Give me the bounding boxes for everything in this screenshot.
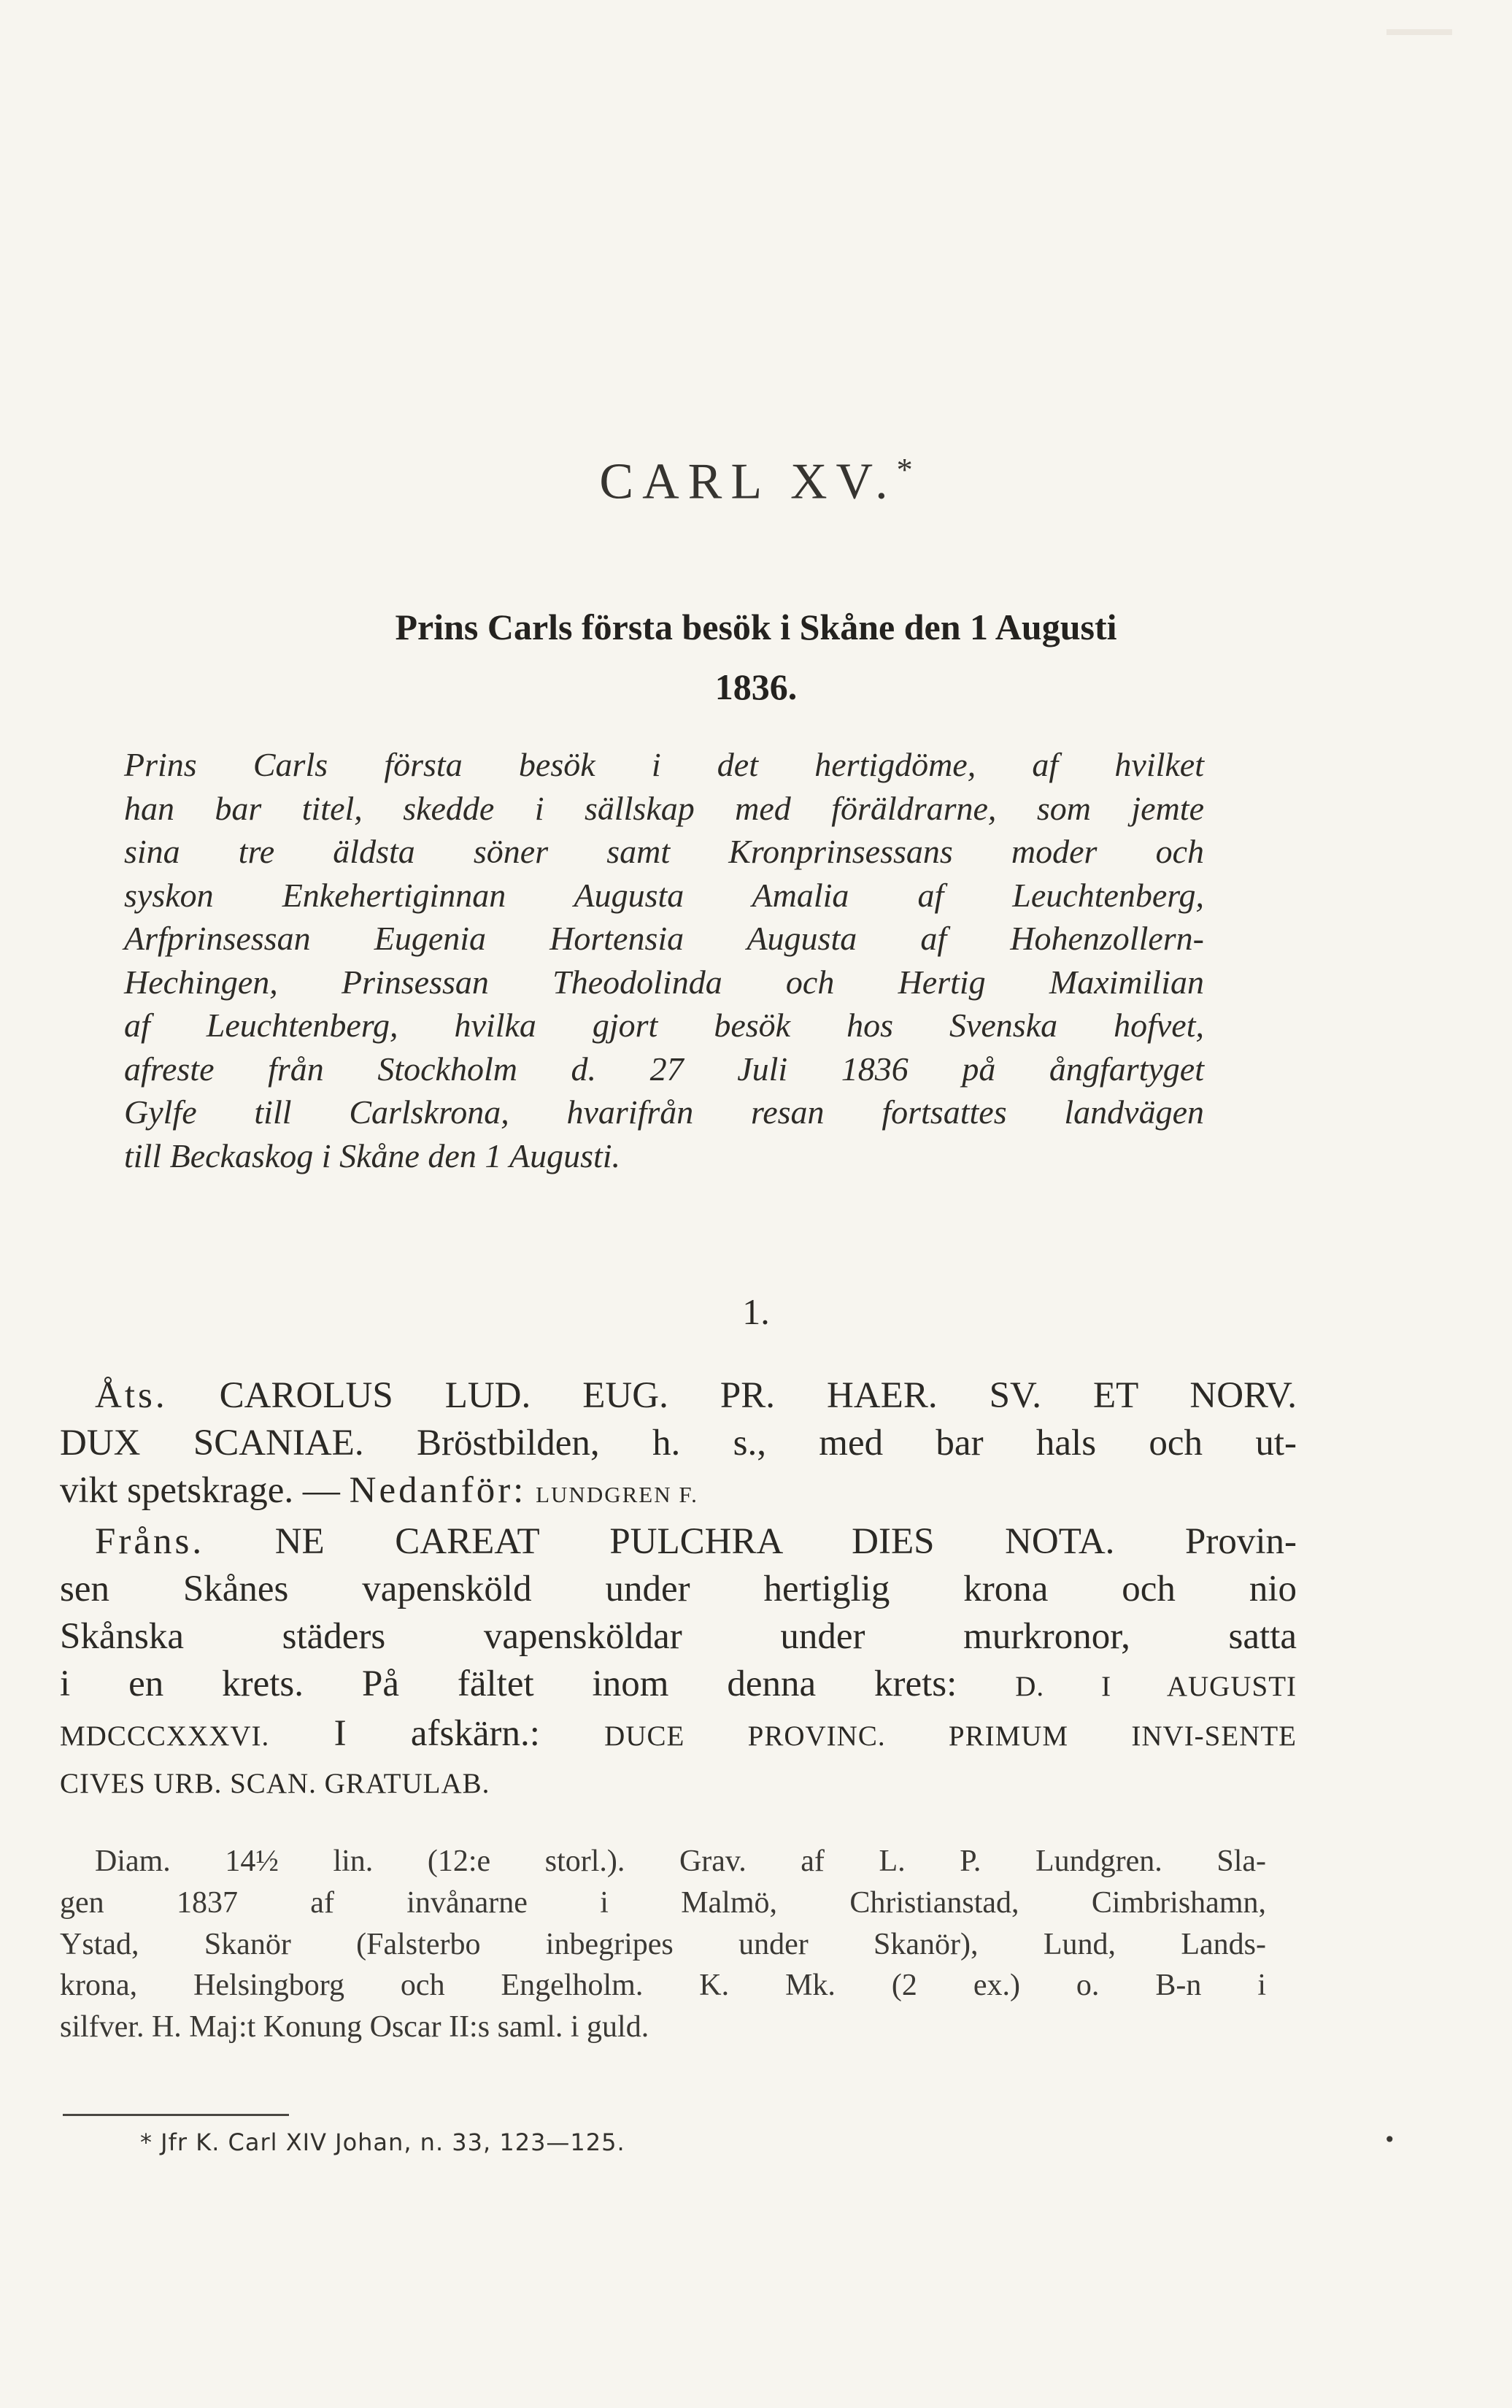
obverse-label: Åts. [95,1375,168,1416]
intro-line: han bar titel, skedde i sällskap med föräldrarne, som jemte [124,789,1204,827]
obverse-line-3 [60,1467,1297,1518]
reverse-legend: NE CAREAT PULCHRA DIES NOTA. [274,1521,1115,1562]
reverse-line-3: Skånska städers vapensköldar under murkronor, satta [60,1616,1297,1657]
reverse-label: Fråns. [95,1521,205,1562]
reverse-description: Provin- [1185,1521,1297,1562]
obverse-description: Bröstbilden, h. s., med bar hals och ut- [416,1423,1297,1463]
reverse-date: MDCCCXXXVI. [60,1720,270,1752]
obverse-below-label: Nedanför: [349,1470,527,1511]
reverse-field-text: i en krets. På fältet inom denna krets: [60,1663,957,1704]
footnote: * Jfr K. Carl XIV Johan, n. 33, 123—125. [140,2128,625,2156]
medal-description [60,1372,1297,1807]
notes-line: Ystad, Skanör (Falsterbo inbegripes under Skanör), Lund, Lands- [60,1927,1266,1961]
exergue-legend: DUCE PROVINC. PRIMUM INVI-SENTE [604,1720,1297,1752]
medal-notes [60,1841,1266,2048]
edge-dot: • [1384,2128,1396,2152]
heading-line-1: Prins Carls första besök i Skåne den 1 Augusti [395,607,1117,647]
notes-line: silfver. H. Maj:t Konung Oscar II:s saml. i guld. [60,2010,649,2045]
reverse-field-legend: D. I AUGUSTI [1015,1671,1297,1702]
intro-line: af Leuchtenberg, hvilka gjort besök hos Svenska hofvet, [124,1007,1204,1044]
intro-line: syskon Enkehertiginnan Augusta Amalia af Leuchtenberg, [124,876,1204,914]
reverse-line-5 [60,1710,1297,1760]
notes-line: Diam. 14½ lin. (12:e storl.). Grav. af L. P. Lundgren. Sla- [95,1845,1266,1878]
reverse-line-1 [60,1518,1297,1566]
obverse-line-1 [60,1372,1297,1420]
notes-line: gen 1837 af invånarne i Malmö, Christianstad, Cimbrishamn, [60,1885,1266,1920]
reverse-line-6: CIVES URB. SCAN. GRATULAB. [60,1768,490,1799]
intro-line: sina tre äldsta söner samt Kronprinsessans moder och [124,833,1204,870]
engraver-signature: LUNDGREN F. [536,1482,698,1507]
intro-line: Arfprinsessan Eugenia Hortensia Augusta af Hohenzollern- [124,920,1204,957]
notes-line: krona, Helsingborg och Engelholm. K. Mk. (2 ex.) o. B-n i [60,1969,1266,2003]
intro-line: till Beckaskog i Skåne den 1 Augusti. [124,1136,621,1174]
section-number: 1. [742,1291,770,1332]
obverse-line-2 [60,1420,1297,1467]
title-text: CARL XV. [599,453,897,510]
footnote-divider [63,2114,289,2116]
footnote-marker: * [896,452,913,488]
obverse-description-cont: vikt spetskrage. — [60,1470,340,1511]
reverse-line-4 [60,1661,1297,1710]
intro-line: Prins Carls första besök i det hertigdöme, af hvilket [124,746,1204,783]
reverse-line-2: sen Skånes vapensköld under hertiglig krona och nio [60,1569,1297,1609]
heading-line-2: 1836. [714,666,798,707]
page-edge-mark [1386,29,1452,35]
page-title [0,452,1512,510]
obverse-legend-cont: DUX SCANIAE. [60,1423,364,1463]
section-heading [131,597,1381,717]
intro-line: Hechingen, Prinsessan Theodolinda och Hertig Maximilian [124,963,1204,1001]
obverse-legend: CAROLUS LUD. EUG. PR. HAER. SV. ET NORV. [219,1375,1297,1416]
intro-line: afreste från Stockholm d. 27 Juli 1836 på ångfartyget [124,1050,1204,1088]
exergue-label: I afskärn.: [333,1713,540,1754]
intro-line: Gylfe till Carlskrona, hvarifrån resan fortsattes landvägen [124,1093,1204,1131]
intro-paragraph [124,743,1204,1177]
